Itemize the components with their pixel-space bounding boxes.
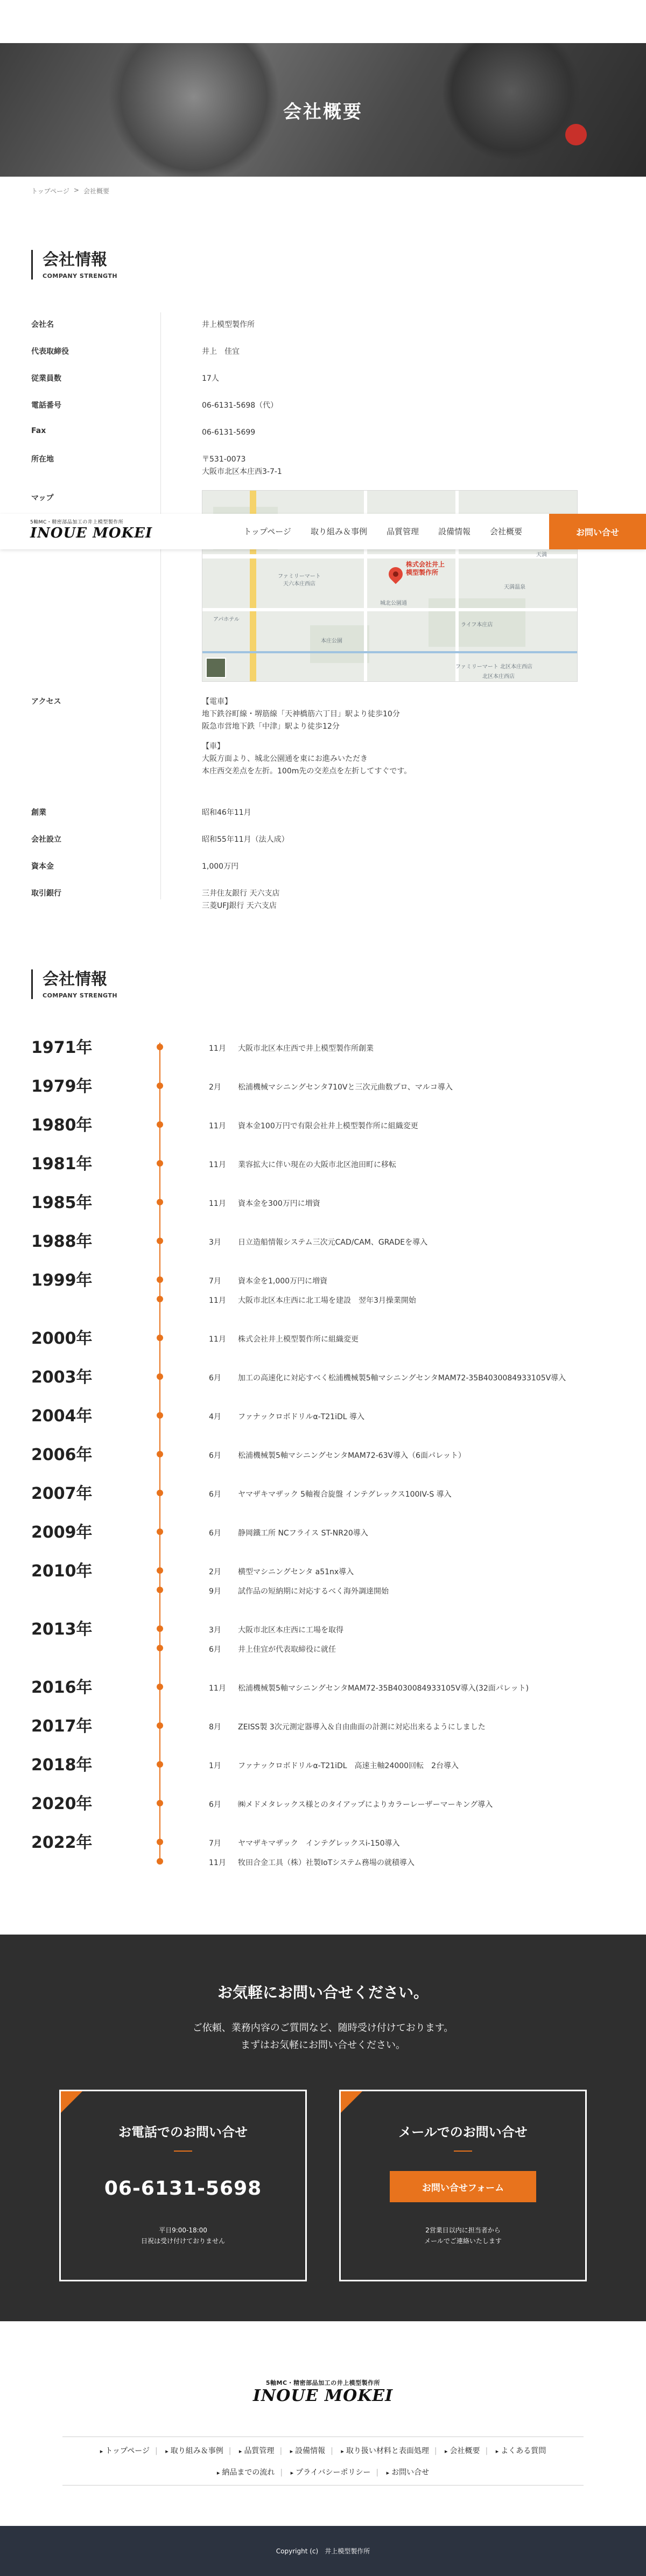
timeline-dot <box>157 1199 163 1205</box>
breadcrumb <box>31 186 109 196</box>
timeline-event: 業容拡大に伴い現在の大阪市北区池田町に移転 <box>238 1161 396 1169</box>
timeline-year: 1980年 <box>31 1116 93 1135</box>
timeline-year: 1979年 <box>31 1077 93 1096</box>
info-value: 昭和46年11月 <box>202 808 251 817</box>
timeline-year: 2013年 <box>31 1620 93 1639</box>
timeline-year: 2010年 <box>31 1562 93 1581</box>
footer-logo-tagline: 5軸MC・精密部品加工の井上模型製作所 <box>265 2379 381 2386</box>
nav-item-top[interactable]: トップページ <box>243 527 291 536</box>
postal-code: 〒531-0073 <box>202 455 246 464</box>
map-pin-label-line: 模型製作所 <box>406 569 439 576</box>
timeline-dot <box>157 1587 163 1593</box>
timeline-event: 大阪市北区本庄西で井上模型製作所創業 <box>238 1044 374 1053</box>
logo-tagline: 5軸MC・精密部品加工の井上模型製作所 <box>30 520 124 525</box>
site-header <box>0 514 646 549</box>
timeline-dot <box>157 1412 163 1419</box>
timeline-event: 横型マシニングセンタ a51nx導入 <box>238 1568 354 1576</box>
site-logo[interactable] <box>30 518 152 541</box>
nav-item-quality[interactable]: 品質管理 <box>386 527 419 536</box>
timeline-year: 1988年 <box>31 1232 93 1251</box>
timeline-dot <box>157 1335 163 1341</box>
info-value: 昭和55年11月（法人成） <box>202 835 289 844</box>
timeline-event: 日立造船情報システム三次元CAD/CAM、GRADEを導入 <box>238 1238 428 1247</box>
info-label: 従業員数 <box>31 374 61 383</box>
page-title: 会社概要 <box>283 101 363 123</box>
timeline-month: 6月 <box>209 1529 221 1538</box>
nav-item-cases[interactable]: 取り組み＆事例 <box>310 527 367 536</box>
timeline-month: 11月 <box>209 1684 226 1693</box>
map-label: アパホテル <box>213 617 240 623</box>
contact-lead <box>0 2020 646 2054</box>
timeline-month: 11月 <box>209 1044 226 1053</box>
company-heading-title: 会社情報 <box>43 250 107 269</box>
main-nav <box>243 526 522 537</box>
box-corner-accent <box>341 2091 362 2113</box>
breadcrumb-separator: > <box>73 186 79 194</box>
timeline-event: 大阪市北区本庄西に北工場を建設 翌年3月操業開始 <box>238 1296 416 1305</box>
timeline-dot <box>157 1121 163 1128</box>
timeline-year: 2007年 <box>31 1484 93 1503</box>
info-label: 会社設立 <box>31 835 61 844</box>
footer-link-contact[interactable]: ▸ お問い合せ <box>387 2467 430 2477</box>
breadcrumb-home-link[interactable]: トップページ <box>31 187 69 195</box>
info-value: 06-6131-5699 <box>202 428 256 437</box>
timeline-month: 11月 <box>209 1296 226 1305</box>
copyright-bar <box>0 2526 646 2576</box>
access-car-line: 大阪方面より、城北公園通を東にお進みいただき <box>202 755 368 763</box>
access-train-heading: 【電車】 <box>202 697 232 706</box>
timeline-year: 2009年 <box>31 1523 93 1542</box>
timeline-month: 3月 <box>209 1626 221 1635</box>
footer-logo[interactable] <box>0 2378 646 2405</box>
map-label: 北区本庄西店 <box>482 674 515 680</box>
info-label: 資本金 <box>31 862 54 871</box>
info-value <box>202 696 411 778</box>
map-satellite-toggle[interactable] <box>206 658 226 678</box>
timeline-month: 9月 <box>209 1587 221 1596</box>
timeline-month: 7月 <box>209 1839 221 1848</box>
timeline-month: 6月 <box>209 1374 221 1383</box>
timeline-month: 11月 <box>209 1161 226 1169</box>
contact-lead-line: ご依頼、業務内容のご質問など、随時受け付けております。 <box>192 2022 454 2034</box>
footer-link-equipment[interactable]: ▸ 設備情報 <box>290 2445 326 2456</box>
timeline-event: ㈱メドメタレックス様とのタイアップによりカラーレーザーマーキング導入 <box>238 1800 493 1809</box>
timeline-dot <box>157 1684 163 1690</box>
timeline-dot <box>157 1373 163 1380</box>
phone-number[interactable]: 06-6131-5698 <box>104 2177 262 2200</box>
timeline-dot <box>157 1625 163 1632</box>
timeline-month: 8月 <box>209 1723 221 1732</box>
map-pin-icon[interactable] <box>386 564 406 584</box>
timeline-year: 2018年 <box>31 1756 93 1775</box>
timeline-dot <box>157 1761 163 1768</box>
footer-logo-wordmark: INOUE MOKEI <box>252 2386 394 2405</box>
map-label: 天満 <box>536 552 547 558</box>
map-label: 城北公園通 <box>380 601 407 606</box>
info-label: 取引銀行 <box>31 889 61 898</box>
box-title-underline <box>454 2151 472 2152</box>
footer-link-faq[interactable]: ▸ よくある質問 <box>496 2445 546 2456</box>
footer-link-top[interactable]: ▸ トップページ <box>100 2445 150 2456</box>
timeline-year: 2000年 <box>31 1329 93 1348</box>
timeline-dot <box>157 1451 163 1457</box>
timeline-event: ヤマザキマザック 5軸複合旋盤 インテグレックス100IV-S 導入 <box>238 1490 452 1499</box>
timeline-month: 11月 <box>209 1122 226 1130</box>
footer-link-company[interactable]: ▸ 会社概要 <box>445 2445 480 2456</box>
timeline-month: 3月 <box>209 1238 221 1247</box>
timeline-dot <box>157 1528 163 1535</box>
timeline-year: 2003年 <box>31 1368 93 1387</box>
timeline-year: 1971年 <box>31 1038 93 1057</box>
timeline-dot <box>157 1238 163 1244</box>
contact-title: お気軽にお問い合せください。 <box>217 1984 429 2001</box>
timeline-event: 資本金100万円で有限会社井上模型製作所に組織変更 <box>238 1122 418 1130</box>
map-label: 天満温泉 <box>504 584 525 590</box>
info-value: 06-6131-5698（代） <box>202 401 278 410</box>
timeline-dot <box>157 1722 163 1729</box>
timeline-event: ファナックロボドリルα-T21iDL 高速主軸24000回転 2台導入 <box>238 1762 459 1770</box>
footer-link-materials[interactable]: ▸ 取り扱い材料と表面処理 <box>341 2445 429 2456</box>
company-heading <box>31 250 117 280</box>
timeline-dot <box>157 1160 163 1167</box>
footer-nav-row2: ▸ 納品までの流れ | ▸ プライバシーポリシー | ▸ お問い合せ <box>0 2467 646 2477</box>
phone-hours-line: 平日9:00-18:00 <box>159 2226 207 2234</box>
nav-item-company[interactable]: 会社概要 <box>489 527 522 536</box>
map-pin-label-line: 株式会社井上 <box>406 561 445 568</box>
info-label: 所在地 <box>31 455 54 464</box>
mail-note-line: メールでご連絡いたします <box>424 2237 502 2245</box>
timeline-month: 11月 <box>209 1199 226 1208</box>
logo-wordmark: INOUE MOKEI <box>30 525 153 541</box>
timeline-year: 2016年 <box>31 1678 93 1697</box>
phone-hours-line: 日祝は受け付けておりません <box>141 2237 225 2245</box>
map-label: ファミリーマート <box>278 574 321 580</box>
timeline-event: ヤマザキマザック インテグレックスi-150導入 <box>238 1839 400 1848</box>
info-label: 電話番号 <box>31 401 61 410</box>
info-label: マップ <box>31 494 54 502</box>
timeline-year: 1985年 <box>31 1193 93 1212</box>
timeline-dot <box>157 1276 163 1283</box>
timeline-event: 資本金を300万円に増資 <box>238 1199 320 1208</box>
timeline-month: 6月 <box>209 1800 221 1809</box>
timeline-dot <box>157 1296 163 1302</box>
timeline-dot <box>157 1800 163 1806</box>
access-train-line: 阪急市営地下鉄「中津」駅より徒歩12分 <box>202 722 340 731</box>
timeline-event: 試作品の短納期に対応するべく海外調達開始 <box>238 1587 389 1596</box>
map-label: 天六本庄西店 <box>283 581 315 587</box>
mail-box-title: メールでのお問い合せ <box>398 2125 528 2140</box>
info-label: Fax <box>31 427 46 435</box>
copyright-text: Copyright (c) 井上模型製作所 <box>276 2547 370 2555</box>
timeline-event: 松浦機械製5軸マシニングセンタMAM72-63V導入（6面パレット） <box>238 1451 466 1460</box>
timeline-event: 大阪市北区本庄西に工場を取得 <box>238 1626 343 1635</box>
info-value: 17人 <box>202 374 219 383</box>
info-divider <box>160 312 161 899</box>
timeline-dot <box>157 1645 163 1651</box>
timeline-dot <box>157 1567 163 1574</box>
bank-name: 三菱UFJ銀行 天六支店 <box>202 902 277 910</box>
box-corner-accent <box>61 2091 82 2113</box>
mail-note <box>341 2225 585 2246</box>
timeline-event: ファナックロボドリルα-T21iDL 導入 <box>238 1413 365 1421</box>
hero-banner <box>0 43 646 177</box>
info-label: 会社名 <box>31 320 54 329</box>
bank-name: 三井住友銀行 天六支店 <box>202 889 280 898</box>
site-footer <box>0 2321 646 2526</box>
phone-contact-box <box>59 2090 307 2281</box>
info-label: アクセス <box>31 697 61 706</box>
timeline-year: 2022年 <box>31 1833 93 1852</box>
info-value: 1,000万円 <box>202 862 239 871</box>
timeline-month: 2月 <box>209 1568 221 1576</box>
header-contact-button[interactable]: お問い合せ <box>549 514 646 549</box>
company-heading-subtitle: COMPANY STRENGTH <box>43 273 118 280</box>
timeline-event: ZEISS製 3次元測定器導入＆自由曲面の計測に対応出来るようにしました <box>238 1723 486 1732</box>
timeline-month: 11月 <box>209 1859 226 1867</box>
timeline-dot <box>157 1490 163 1496</box>
access-car-line: 本庄西交差点を左折。100m先の交差点を左折してすぐです。 <box>202 767 412 776</box>
contact-form-button[interactable]: お問い合せフォーム <box>390 2171 536 2202</box>
timeline-month: 6月 <box>209 1645 221 1654</box>
timeline-month: 4月 <box>209 1413 221 1421</box>
map-label: 本庄公園 <box>321 638 342 644</box>
mail-note-line: 2営業日以内に担当者から <box>425 2226 501 2234</box>
footer-link-delivery-flow[interactable]: ▸ 納品までの流れ <box>217 2467 275 2477</box>
breadcrumb-current: 会社概要 <box>83 187 109 195</box>
address-line: 大阪市北区本庄西3-7-1 <box>202 467 282 476</box>
info-label: 創業 <box>31 808 46 817</box>
nav-item-equipment[interactable]: 設備情報 <box>438 527 471 536</box>
box-title-underline <box>174 2151 192 2152</box>
footer-link-cases[interactable]: ▸ 取り組み＆事例 <box>165 2445 223 2456</box>
timeline-dot <box>157 1858 163 1865</box>
timeline-event: 静岡鐵工所 NCフライス ST-NR20導入 <box>238 1529 368 1538</box>
info-label: 代表取締役 <box>31 347 69 356</box>
timeline-event: 加工の高速化に対応すべく松浦機械製5軸マシニングセンタMAM72-35B4030084933105V導入 <box>238 1374 566 1383</box>
timeline-event: 松浦機械製5軸マシニングセンタMAM72-35B4030084933105V導入(32面パレット) <box>238 1684 529 1693</box>
timeline-year: 2004年 <box>31 1407 93 1426</box>
timeline-month: 6月 <box>209 1451 221 1460</box>
history-heading-title: 会社情報 <box>43 970 107 989</box>
timeline-dot <box>157 1839 163 1845</box>
timeline-event: 井上佳宜が代表取締役に就任 <box>238 1645 336 1654</box>
contact-lead-line: まずはお気軽にお問い合せください。 <box>241 2040 405 2051</box>
timeline-year: 1981年 <box>31 1155 93 1174</box>
map-pin-label <box>406 561 445 577</box>
info-value <box>202 453 282 478</box>
timeline-year: 2017年 <box>31 1717 93 1736</box>
timeline-month: 2月 <box>209 1083 221 1092</box>
history-heading <box>31 969 117 999</box>
timeline-dot <box>157 1083 163 1089</box>
mail-contact-box <box>339 2090 587 2281</box>
timeline-event: 株式会社井上模型製作所に組織変更 <box>238 1335 359 1344</box>
footer-nav-row1: ▸ トップページ | ▸ 取り組み＆事例 | ▸ 品質管理 | ▸ 設備情報 | ▸ 取り扱い材料と表面処理 | ▸ 会社概要 | ▸ よくある質問 <box>0 2445 646 2456</box>
timeline-year: 1999年 <box>31 1271 93 1290</box>
timeline-event: 資本金を1,000万円に増資 <box>238 1277 328 1286</box>
phone-box-title: お電話でのお問い合せ <box>118 2125 248 2140</box>
map-label: ライフ本庄店 <box>461 622 493 628</box>
timeline-dot <box>157 1044 163 1050</box>
footer-link-quality[interactable]: ▸ 品質管理 <box>239 2445 275 2456</box>
timeline-month: 6月 <box>209 1490 221 1499</box>
map-label: ファミリーマート 北区本庄西店 <box>455 664 532 670</box>
info-value <box>202 888 279 912</box>
info-value: 井上模型製作所 <box>202 320 255 329</box>
timeline-month: 7月 <box>209 1277 221 1286</box>
history-heading-subtitle: COMPANY STRENGTH <box>43 992 118 999</box>
access-car-heading: 【車】 <box>202 742 224 751</box>
timeline-year: 2020年 <box>31 1795 93 1813</box>
timeline-month: 1月 <box>209 1762 221 1770</box>
timeline-month: 11月 <box>209 1335 226 1344</box>
timeline-year: 2006年 <box>31 1446 93 1464</box>
contact-section <box>0 1935 646 2321</box>
phone-hours <box>61 2225 305 2246</box>
timeline-event: 牧田合金工具（株）社製IoTシステム務場の就積導入 <box>238 1859 415 1867</box>
footer-link-privacy[interactable]: ▸ プライバシーポリシー <box>291 2467 371 2477</box>
access-train-line: 地下鉄谷町線・堺筋線「天神橋筋六丁目」駅より徒歩10分 <box>202 710 400 718</box>
info-value: 井上 佳宜 <box>202 347 240 356</box>
timeline-event: 松浦機械マシニングセンタ710Vと三次元曲数プロ、マルコ導入 <box>238 1083 453 1092</box>
footer-divider <box>62 2485 584 2486</box>
